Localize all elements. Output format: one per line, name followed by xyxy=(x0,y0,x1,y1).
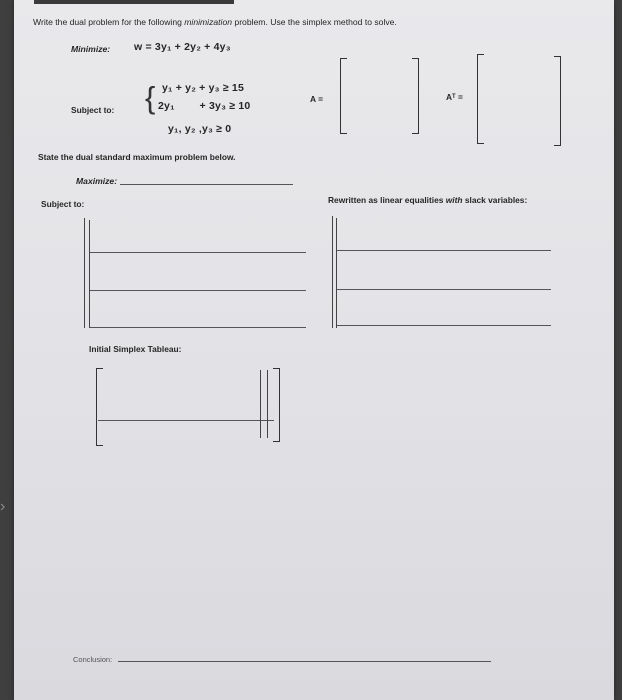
matrix-a-left-bracket xyxy=(340,58,347,134)
tableau-column-divider-2 xyxy=(267,370,268,438)
tableau-row-divider xyxy=(98,420,274,421)
equalities-left-bar xyxy=(332,216,333,328)
matrix-a-right-bracket xyxy=(412,58,419,134)
minimize-label: Minimize: xyxy=(71,44,111,54)
dual-constraints-left-bar xyxy=(84,218,85,328)
top-edge xyxy=(34,0,234,4)
dual-constraint-line-3[interactable] xyxy=(90,327,306,328)
equalities-brace xyxy=(336,218,337,328)
nonnegativity-constraint: y₁, y₂ ,y₃ ≥ 0 xyxy=(168,123,232,135)
conclusion-answer-line[interactable] xyxy=(118,661,491,662)
maximize-label: Maximize: xyxy=(76,176,118,186)
equality-line-3[interactable] xyxy=(337,325,551,326)
chevron-right-icon: › xyxy=(0,498,6,515)
tableau-label: Initial Simplex Tableau: xyxy=(89,344,182,354)
matrix-a-label: A = xyxy=(310,94,323,104)
rewritten-label: Rewritten as linear equalities with slack variables: xyxy=(328,195,528,205)
matrix-at-left-bracket xyxy=(477,54,484,144)
dual-constraint-line-2[interactable] xyxy=(90,290,306,291)
constraint-2: 2y₁ + 3y₃ ≥ 10 xyxy=(158,100,251,112)
matrix-at-right-bracket xyxy=(554,56,561,146)
brace-icon: { xyxy=(145,80,156,115)
tableau-left-bracket xyxy=(96,368,103,446)
matrix-at-label: Aᵀ = xyxy=(446,92,463,102)
objective-function: w = 3y₁ + 2y₂ + 4y₃ xyxy=(134,41,231,53)
instruction-text: Write the dual problem for the following minimization problem. Use the simplex method to solve. xyxy=(33,17,397,27)
equality-line-2[interactable] xyxy=(337,289,551,290)
tableau-right-bracket xyxy=(273,368,280,442)
dual-subject-to-label: Subject to: xyxy=(41,199,85,209)
dual-statement-text: State the dual standard maximum problem below. xyxy=(38,152,236,162)
constraint-1: y₁ + y₂ + y₃ ≥ 15 xyxy=(162,82,244,94)
dual-constraint-line-1[interactable] xyxy=(90,252,306,253)
worksheet-page xyxy=(14,0,614,700)
conclusion-label: Conclusion: xyxy=(73,655,113,664)
equality-line-1[interactable] xyxy=(337,250,551,251)
tableau-column-divider-1 xyxy=(260,370,261,438)
dual-constraints-brace xyxy=(89,220,90,328)
maximize-answer-line[interactable] xyxy=(120,184,293,185)
subject-to-label: Subject to: xyxy=(71,105,115,115)
